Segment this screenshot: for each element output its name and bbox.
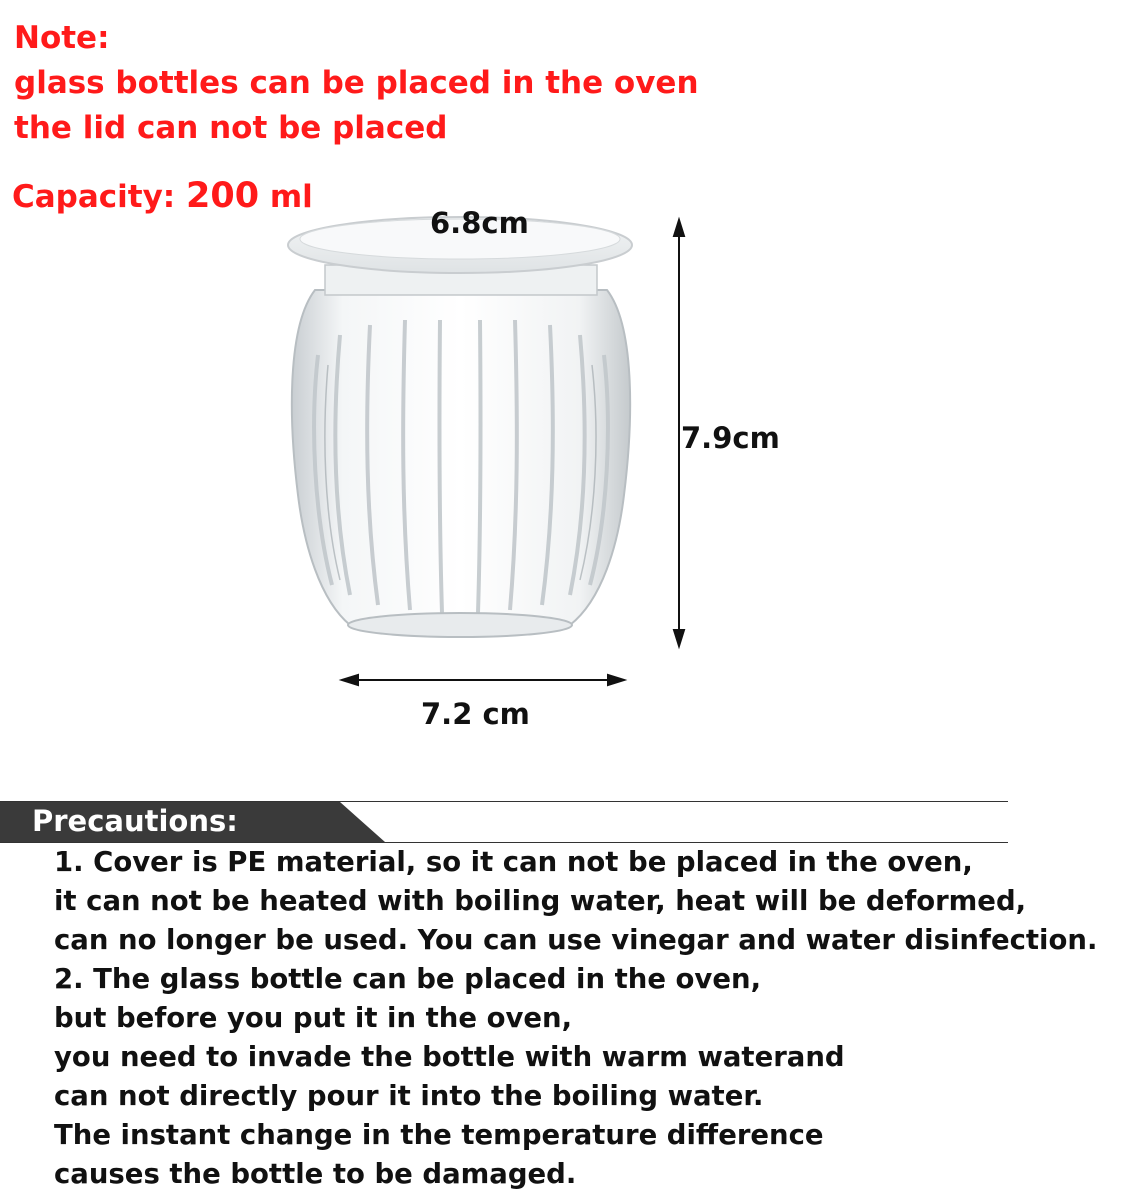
- precaution-line: 2. The glass bottle can be placed in the oven,: [54, 963, 762, 995]
- precaution-line: can no longer be used. You can use vinegar and water disinfection.: [54, 924, 1098, 956]
- base-width-label: 7.2 cm: [421, 697, 530, 731]
- height-arrow-bottom: [674, 630, 684, 646]
- precaution-line: can not directly pour it into the boiling water.: [54, 1080, 764, 1112]
- note-line-lid: the lid can not be placed: [14, 110, 448, 146]
- capacity-value: 200: [186, 176, 260, 216]
- note-line-oven: glass bottles can be placed in the oven: [14, 65, 699, 101]
- lid-diameter-label: 6.8cm: [430, 206, 529, 240]
- precaution-line: it can not be heated with boiling water, heat will be deformed,: [54, 885, 1027, 917]
- precaution-line: but before you put it in the oven,: [54, 1002, 573, 1034]
- precaution-line: you need to invade the bottle with warm waterand: [54, 1041, 845, 1073]
- capacity-label-text: Capacity:: [12, 179, 186, 215]
- precautions-list: [54, 843, 1097, 1194]
- height-label: 7.9cm: [681, 421, 780, 455]
- width-arrow-left: [342, 675, 358, 685]
- precaution-line: 1. Cover is PE material, so it can not be placed in the oven,: [54, 846, 973, 878]
- precaution-line: The instant change in the temperature difference: [54, 1119, 824, 1151]
- width-arrow-right: [608, 675, 624, 685]
- note-heading: Note:: [14, 20, 110, 56]
- capacity-unit: ml: [259, 179, 313, 215]
- height-arrow-top: [674, 220, 684, 236]
- precaution-line: causes the bottle to be damaged.: [54, 1158, 577, 1190]
- precautions-title: Precautions:: [32, 804, 238, 838]
